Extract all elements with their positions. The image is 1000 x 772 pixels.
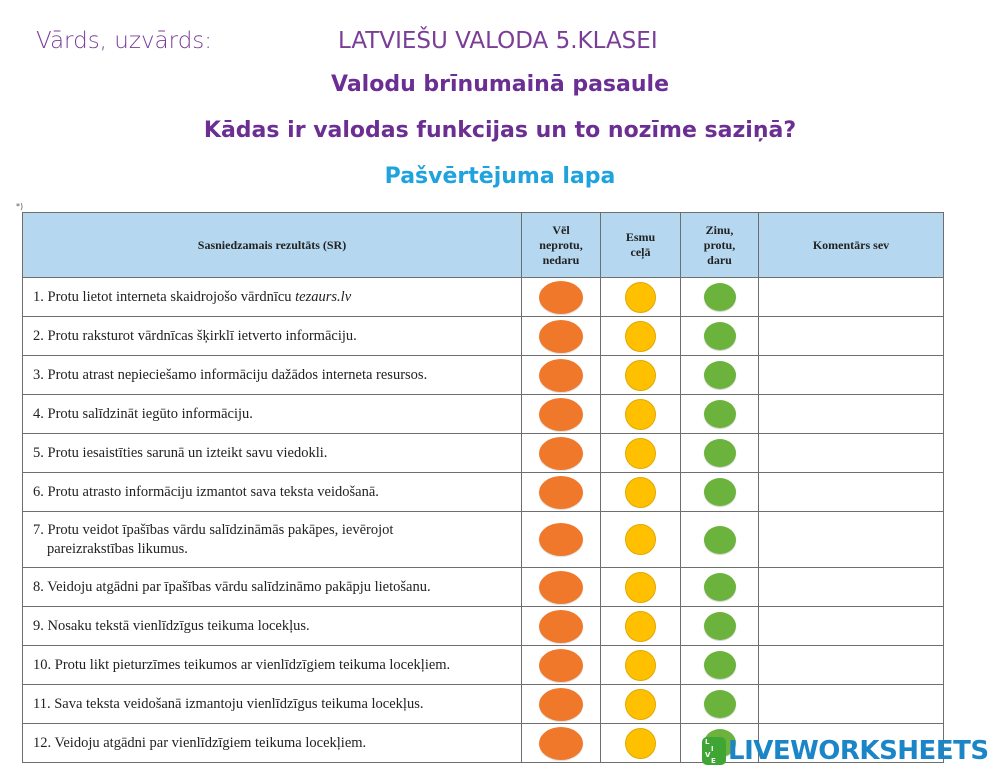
result-text bbox=[23, 356, 522, 395]
header-can-do-line: Zinu, bbox=[705, 222, 734, 237]
yellow-circle-option[interactable] bbox=[625, 399, 656, 430]
header-on-the-way-line: Esmu bbox=[625, 230, 656, 244]
table-row bbox=[23, 434, 944, 473]
yellow-circle-option[interactable] bbox=[625, 650, 656, 681]
yellow-circle-option[interactable] bbox=[625, 728, 656, 759]
row-text: Veidoju atgādni par vienlīdzīgiem teikuma locekļiem. bbox=[54, 734, 367, 751]
yellow-circle-option[interactable] bbox=[625, 360, 656, 391]
table-row bbox=[23, 356, 944, 395]
worksheet-title: Valodu brīnumainā pasaule bbox=[331, 72, 669, 97]
row-number: 6. bbox=[33, 483, 44, 500]
row-number: 1. bbox=[33, 288, 44, 305]
orange-circle-option[interactable] bbox=[539, 359, 583, 392]
row-text-line2: pareizrakstības likumus. bbox=[47, 540, 188, 557]
header-on-the-way-line: ceļā bbox=[630, 245, 651, 259]
yellow-circle-option[interactable] bbox=[625, 321, 656, 352]
yellow-circle-option[interactable] bbox=[625, 477, 656, 508]
green-circle-option[interactable] bbox=[704, 612, 736, 640]
orange-circle-option[interactable] bbox=[539, 320, 583, 353]
comment-cell[interactable] bbox=[759, 607, 944, 646]
comment-cell[interactable] bbox=[759, 568, 944, 607]
comment-cell[interactable] bbox=[759, 646, 944, 685]
row-number: 2. bbox=[33, 327, 44, 344]
orange-circle-option[interactable] bbox=[539, 281, 583, 314]
badge-letter: E bbox=[711, 757, 716, 765]
header-not-yet-line: neprotu, bbox=[539, 237, 583, 252]
worksheet-question: Kādas ir valodas funkcijas un to nozīme saziņā? bbox=[203, 118, 797, 143]
liveworksheets-badge-icon bbox=[702, 737, 726, 765]
comment-cell[interactable] bbox=[759, 512, 944, 568]
header-not-yet bbox=[522, 213, 601, 278]
table-row bbox=[23, 395, 944, 434]
row-text: Protu raksturot vārdnīcas šķirklī ietverto informāciju. bbox=[47, 327, 357, 344]
comment-cell[interactable] bbox=[759, 395, 944, 434]
table-row bbox=[23, 512, 944, 568]
orange-circle-option[interactable] bbox=[539, 437, 583, 470]
yellow-circle-option[interactable] bbox=[625, 689, 656, 720]
comment-cell[interactable] bbox=[759, 278, 944, 317]
liveworksheets-logo bbox=[702, 734, 989, 768]
row-text-italic: tezaurs.lv bbox=[295, 288, 352, 305]
row-number: 3. bbox=[33, 366, 44, 383]
orange-circle-option[interactable] bbox=[539, 649, 583, 682]
badge-letter: L bbox=[705, 738, 710, 746]
table-row bbox=[23, 317, 944, 356]
row-number: 10. bbox=[33, 656, 52, 673]
worksheet-subtitle: Pašvērtējuma lapa bbox=[384, 164, 616, 189]
header-result: Sasniedzamais rezultāts (SR) bbox=[23, 213, 522, 278]
table-row bbox=[23, 646, 944, 685]
orange-circle-option[interactable] bbox=[539, 688, 583, 721]
orange-circle-option[interactable] bbox=[539, 476, 583, 509]
header-can-do-line: daru bbox=[707, 252, 732, 267]
table-row bbox=[23, 278, 944, 317]
header-can-do bbox=[681, 213, 759, 278]
badge-letter: V bbox=[705, 751, 711, 759]
green-circle-option[interactable] bbox=[704, 573, 736, 601]
green-circle-option[interactable] bbox=[704, 690, 736, 718]
result-text bbox=[23, 434, 522, 473]
row-text: Protu veidot īpašības vārdu salīdzināmās pakāpes, ievērojot bbox=[47, 521, 394, 538]
orange-circle-option[interactable] bbox=[539, 523, 583, 556]
header-on-the-way bbox=[601, 213, 681, 278]
orange-circle-option[interactable] bbox=[539, 610, 583, 643]
row-number: 7. bbox=[33, 521, 44, 538]
row-number: 4. bbox=[33, 405, 44, 422]
result-text bbox=[23, 568, 522, 607]
green-circle-option[interactable] bbox=[704, 478, 736, 506]
corner-mark: *) bbox=[16, 202, 24, 211]
orange-circle-option[interactable] bbox=[539, 571, 583, 604]
yellow-circle-option[interactable] bbox=[625, 438, 656, 469]
result-text bbox=[23, 473, 522, 512]
row-text: Sava teksta veidošanā izmantoju vienlīdzīgus teikuma locekļus. bbox=[54, 695, 424, 712]
green-circle-option[interactable] bbox=[704, 361, 736, 389]
green-circle-option[interactable] bbox=[704, 322, 736, 350]
row-text: Protu atrast nepieciešamo informāciju dažādos interneta resursos. bbox=[47, 366, 428, 383]
result-text bbox=[23, 512, 522, 568]
table-row bbox=[23, 685, 944, 724]
result-text bbox=[23, 724, 522, 763]
class-label: LATVIEŠU VALODA 5.KLASEI bbox=[338, 28, 658, 54]
green-circle-option[interactable] bbox=[704, 439, 736, 467]
comment-cell[interactable] bbox=[759, 356, 944, 395]
green-circle-option[interactable] bbox=[704, 400, 736, 428]
row-number: 5. bbox=[33, 444, 44, 461]
header-can-do-line: protu, bbox=[703, 237, 736, 252]
header-not-yet-line: Vēl bbox=[552, 222, 570, 237]
table-row bbox=[23, 568, 944, 607]
row-text: Protu likt pieturzīmes teikumos ar vienlīdzīgiem teikuma locekļiem. bbox=[54, 656, 451, 673]
row-text: Protu iesaistīties sarunā un izteikt savu viedokli. bbox=[47, 444, 328, 461]
green-circle-option[interactable] bbox=[704, 526, 736, 554]
yellow-circle-option[interactable] bbox=[625, 524, 656, 555]
orange-circle-option[interactable] bbox=[539, 727, 583, 760]
liveworksheets-wordmark: LIVEWORKSHEETS bbox=[728, 736, 989, 766]
result-text bbox=[23, 395, 522, 434]
result-text bbox=[23, 317, 522, 356]
table-row bbox=[23, 473, 944, 512]
comment-cell[interactable] bbox=[759, 685, 944, 724]
row-text: Veidoju atgādni par īpašības vārdu salīdzināmo pakāpju lietošanu. bbox=[47, 578, 431, 595]
badge-letter: I bbox=[711, 745, 714, 753]
orange-circle-option[interactable] bbox=[539, 398, 583, 431]
header-not-yet-line: nedaru bbox=[542, 252, 580, 267]
row-text: Nosaku tekstā vienlīdzīgus teikuma locekļus. bbox=[47, 617, 310, 634]
row-text: Protu lietot interneta skaidrojošo vārdnīcu bbox=[47, 288, 296, 305]
green-circle-option[interactable] bbox=[704, 651, 736, 679]
result-text bbox=[23, 607, 522, 646]
comment-cell[interactable] bbox=[759, 473, 944, 512]
result-text bbox=[23, 646, 522, 685]
yellow-circle-option[interactable] bbox=[625, 572, 656, 603]
table-row bbox=[23, 607, 944, 646]
name-label: Vārds, uzvārds: bbox=[36, 28, 213, 54]
row-text: Protu salīdzināt iegūto informāciju. bbox=[47, 405, 253, 422]
row-number: 11. bbox=[33, 695, 51, 712]
comment-cell[interactable] bbox=[759, 434, 944, 473]
green-circle-option[interactable] bbox=[704, 283, 736, 311]
row-text: Protu atrasto informāciju izmantot sava teksta veidošanā. bbox=[47, 483, 379, 500]
header-comment: Komentārs sev bbox=[759, 213, 944, 278]
table-header-row bbox=[23, 213, 944, 278]
yellow-circle-option[interactable] bbox=[625, 282, 656, 313]
row-number: 8. bbox=[33, 578, 44, 595]
row-number: 9. bbox=[33, 617, 44, 634]
row-number: 12. bbox=[33, 734, 52, 751]
result-text bbox=[23, 278, 522, 317]
self-assessment-table bbox=[22, 212, 944, 763]
yellow-circle-option[interactable] bbox=[625, 611, 656, 642]
result-text bbox=[23, 685, 522, 724]
comment-cell[interactable] bbox=[759, 317, 944, 356]
